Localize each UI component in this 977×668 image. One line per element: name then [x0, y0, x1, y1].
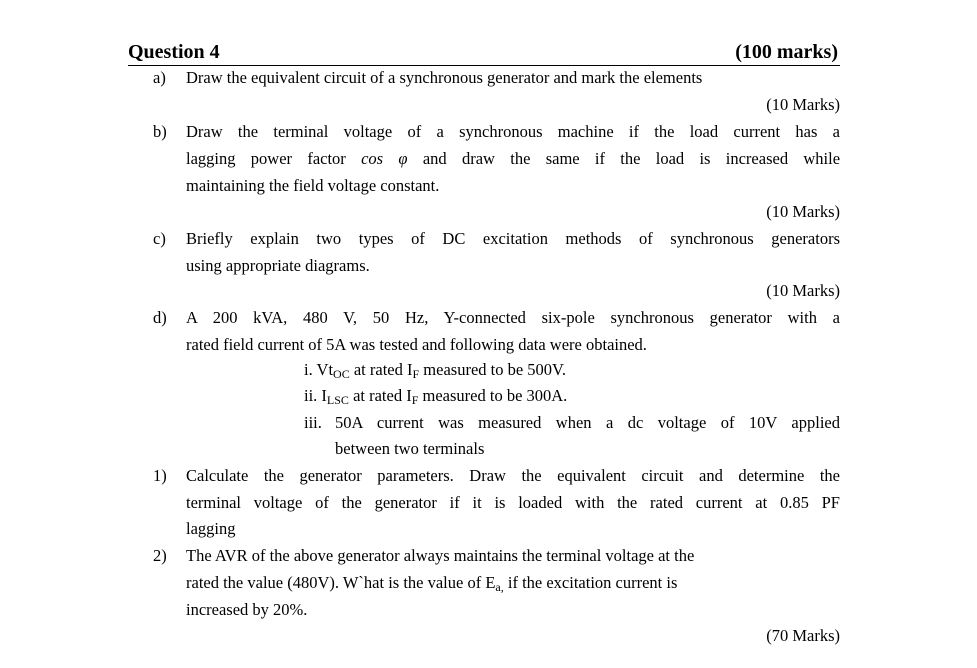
part-c-line1: Briefly explain two types of DC excitation methods of synchronous generators	[186, 229, 840, 248]
part-b-marks: (10 Marks)	[766, 202, 840, 221]
data-item-ii: ii. ILSC at rated IF measured to be 300A.	[304, 386, 568, 407]
question-2-label: 2)	[153, 546, 167, 565]
part-c-marks: (10 Marks)	[766, 281, 840, 300]
part-b-label: b)	[153, 122, 167, 141]
question-header	[128, 40, 840, 66]
part-d-label: d)	[153, 308, 167, 327]
cos-phi-symbol: cos φ	[361, 149, 408, 168]
question-2-marks: (70 Marks)	[766, 626, 840, 645]
question-title: Question 4	[128, 41, 220, 63]
data-item-iii-line1: 50A current was measured when a dc voltage of 10V applied	[335, 413, 840, 432]
part-a-marks: (10 Marks)	[766, 95, 840, 114]
part-b-line3: maintaining the field voltage constant.	[186, 176, 440, 195]
question-1-line1: Calculate the generator parameters. Draw the equivalent circuit and determine the	[186, 466, 840, 485]
part-d-line2: rated field current of 5A was tested and following data were obtained.	[186, 335, 647, 354]
part-c-label: c)	[153, 229, 166, 248]
question-1-line2: terminal voltage of the generator if it is loaded with the rated current at 0.85 PF	[186, 493, 840, 512]
question-1-label: 1)	[153, 466, 167, 485]
part-b-line2: lagging power factor cos φ and draw the same if the load is increased while	[186, 149, 841, 168]
question-total-marks: (100 marks)	[735, 41, 838, 63]
question-1-line3: lagging	[186, 519, 236, 538]
data-item-iii-num: iii.	[304, 413, 322, 432]
part-b-line1: Draw the terminal voltage of a synchronous machine if the load current has a	[186, 122, 840, 141]
question-2-line3: increased by 20%.	[186, 600, 308, 619]
part-d-line1: A 200 kVA, 480 V, 50 Hz, Y-connected six-pole synchronous generator with a	[186, 308, 840, 327]
part-a-text: Draw the equivalent circuit of a synchronous generator and mark the elements	[186, 68, 703, 87]
data-item-iii-line2: between two terminals	[335, 439, 485, 458]
question-2-line1: The AVR of the above generator always maintains the terminal voltage at the	[186, 546, 695, 565]
data-item-i: i. VtOC at rated IF measured to be 500V.	[304, 360, 566, 381]
part-c-line2: using appropriate diagrams.	[186, 256, 370, 275]
part-a-label: a)	[153, 68, 166, 87]
question-2-line2: rated the value (480V). W`hat is the value of Ea, if the excitation current is	[186, 573, 678, 594]
